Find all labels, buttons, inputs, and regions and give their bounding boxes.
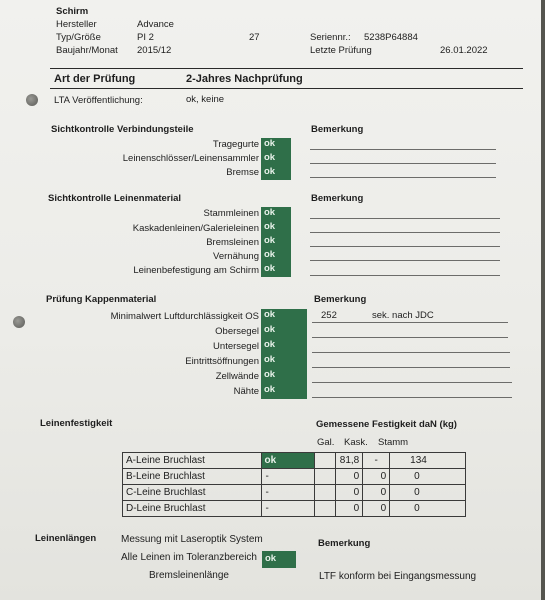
stamm-cell: 0 bbox=[390, 485, 466, 501]
kask-cell: 0 bbox=[363, 501, 390, 517]
item-vernaehung: Vernähung bbox=[213, 251, 259, 262]
punch-hole-top bbox=[26, 94, 38, 106]
ok-cell-luftdurchlaessigkeit: ok bbox=[261, 309, 307, 324]
ok-cell-kaskadenleinen: ok bbox=[261, 221, 291, 235]
stamm-cell: 0 bbox=[390, 469, 466, 485]
kask-cell: 0 bbox=[363, 485, 390, 501]
item-bremsleinen: Bremsleinen bbox=[206, 237, 259, 248]
divider-top bbox=[50, 68, 523, 69]
status-cell: ok bbox=[261, 453, 315, 469]
lta-label: LTA Veröffentlichung: bbox=[54, 95, 143, 106]
verbindungsteile-title: Sichtkontrolle Verbindungsteile bbox=[51, 124, 194, 135]
laengen-remark-label: Bemerkung bbox=[318, 538, 371, 549]
typ-size: 27 bbox=[249, 32, 260, 43]
item-bremse: Bremse bbox=[226, 167, 259, 178]
remark-line bbox=[312, 397, 512, 398]
item-zellwaende: Zellwände bbox=[215, 371, 259, 382]
item-tragegurte: Tragegurte bbox=[212, 139, 259, 150]
schirm-heading: Schirm bbox=[56, 6, 89, 17]
table-row bbox=[123, 485, 466, 501]
festigkeit-title: Leinenfestigkeit bbox=[40, 418, 113, 429]
item-luftdurchlaessigkeit: Minimalwert Luftdurchlässigkeit OS bbox=[110, 311, 259, 322]
tolerance-label: Alle Leinen im Toleranzbereich bbox=[120, 552, 257, 563]
ok-cell-naehte: ok bbox=[261, 384, 307, 399]
pruefung-value: 26.01.2022 bbox=[440, 45, 488, 56]
ok-cell-leinenbefestigung: ok bbox=[261, 263, 291, 277]
item-stammleinen: Stammleinen bbox=[203, 208, 259, 219]
remark-line bbox=[312, 382, 512, 383]
table-row bbox=[123, 453, 466, 469]
os-value: 252 bbox=[321, 310, 337, 321]
status-cell: - bbox=[261, 469, 315, 485]
item-untersegel: Untersegel bbox=[213, 341, 259, 352]
row-label: B-Leine Bruchlast bbox=[123, 469, 262, 485]
col-kask-header: Kask. bbox=[344, 437, 368, 448]
divider-art bbox=[50, 88, 523, 89]
serien-value: 5238P64884 bbox=[364, 32, 418, 43]
ok-cell-tragegurte: ok bbox=[261, 138, 291, 152]
item-eintrittsoeffnungen: Eintrittsöffnungen bbox=[185, 356, 259, 367]
gal-cell: 81,8 bbox=[336, 453, 363, 469]
ok-cell-zellwaende: ok bbox=[261, 369, 307, 384]
remark-line bbox=[310, 260, 500, 261]
baujahr-value: 2015/12 bbox=[137, 45, 172, 56]
row-label: D-Leine Bruchlast bbox=[123, 501, 262, 517]
os-unit: sek. nach JDC bbox=[372, 310, 434, 321]
remark-line bbox=[312, 322, 508, 323]
ok-cell-eintrittsoeffnungen: ok bbox=[261, 354, 307, 369]
remark-line bbox=[312, 367, 510, 368]
pruefung-label: Letzte Prüfung bbox=[310, 45, 372, 56]
ok-cell-stammleinen: ok bbox=[261, 207, 291, 221]
status-cell: - bbox=[261, 485, 315, 501]
laengen-title: Leinenlängen bbox=[35, 533, 97, 544]
item-naehte: Nähte bbox=[233, 386, 259, 397]
remark-line bbox=[312, 337, 508, 338]
remark-line bbox=[310, 232, 500, 233]
col-stamm-header: Stamm bbox=[378, 437, 409, 448]
verbindungsteile-remark-label: Bemerkung bbox=[311, 124, 364, 135]
leinenmaterial-remark-label: Bemerkung bbox=[311, 193, 364, 204]
ok-cell-obersegel: ok bbox=[261, 324, 307, 339]
typ-value: PI 2 bbox=[137, 32, 154, 43]
stamm-cell: 134 bbox=[390, 453, 466, 469]
item-leinenbefestigung: Leinenbefestigung am Schirm bbox=[133, 265, 259, 276]
ok-cell-bremsleinen: ok bbox=[261, 235, 291, 249]
ok-cell-bremse: ok bbox=[261, 166, 291, 180]
art-value: 2-Jahres Nachprüfung bbox=[186, 73, 303, 85]
row-label: A-Leine Bruchlast bbox=[123, 453, 262, 469]
remark-line bbox=[310, 275, 500, 276]
typ-label: Typ/Größe bbox=[56, 32, 101, 43]
ok-cell-tolerance: ok bbox=[262, 551, 296, 568]
ok-cell-untersegel: ok bbox=[261, 339, 307, 354]
col-gal-header: Gal. bbox=[317, 437, 335, 448]
table-row bbox=[123, 469, 466, 485]
remark-line bbox=[312, 352, 510, 353]
item-leinenschloesser: Leinenschlösser/Leinensammler bbox=[122, 153, 259, 164]
gal-cell: 0 bbox=[336, 485, 363, 501]
brems-remark: LTF konform bei Eingangsmessung bbox=[319, 571, 477, 582]
kappenmaterial-title: Prüfung Kappenmaterial bbox=[46, 294, 157, 305]
ok-cell-vernaehung: ok bbox=[261, 249, 291, 263]
lta-value: ok, keine bbox=[186, 94, 225, 105]
remark-line bbox=[310, 218, 500, 219]
hersteller-label: Hersteller bbox=[56, 19, 97, 30]
leinenfestigkeit-table bbox=[122, 452, 466, 517]
kask-cell: 0 bbox=[363, 469, 390, 485]
gal-cell: 0 bbox=[336, 501, 363, 517]
baujahr-label: Baujahr/Monat bbox=[56, 45, 118, 56]
laengen-method: Messung mit Laseroptik System bbox=[121, 534, 263, 545]
brems-label: Bremsleinenlänge bbox=[148, 570, 229, 581]
stamm-cell: 0 bbox=[390, 501, 466, 517]
hersteller-value: Advance bbox=[137, 19, 174, 30]
ok-cell-leinenschloesser: ok bbox=[261, 152, 291, 166]
status-cell: - bbox=[261, 501, 315, 517]
kask-cell: - bbox=[363, 453, 390, 469]
row-label: C-Leine Bruchlast bbox=[123, 485, 262, 501]
remark-line bbox=[310, 149, 496, 150]
remark-line bbox=[310, 163, 496, 164]
remark-line bbox=[310, 246, 500, 247]
serien-label: Seriennr.: bbox=[310, 32, 351, 43]
festigkeit-measured-title: Gemessene Festigkeit daN (kg) bbox=[316, 419, 457, 430]
background-edge bbox=[541, 0, 545, 600]
art-label: Art der Prüfung bbox=[54, 73, 136, 85]
gal-cell: 0 bbox=[336, 469, 363, 485]
table-row bbox=[123, 501, 466, 517]
item-kaskadenleinen: Kaskadenleinen/Galerieleinen bbox=[132, 223, 259, 234]
leinenmaterial-title: Sichtkontrolle Leinenmaterial bbox=[48, 193, 182, 204]
kappenmaterial-remark-label: Bemerkung bbox=[314, 294, 367, 305]
punch-hole-bottom bbox=[13, 316, 25, 328]
item-obersegel: Obersegel bbox=[215, 326, 259, 337]
remark-line bbox=[310, 177, 496, 178]
